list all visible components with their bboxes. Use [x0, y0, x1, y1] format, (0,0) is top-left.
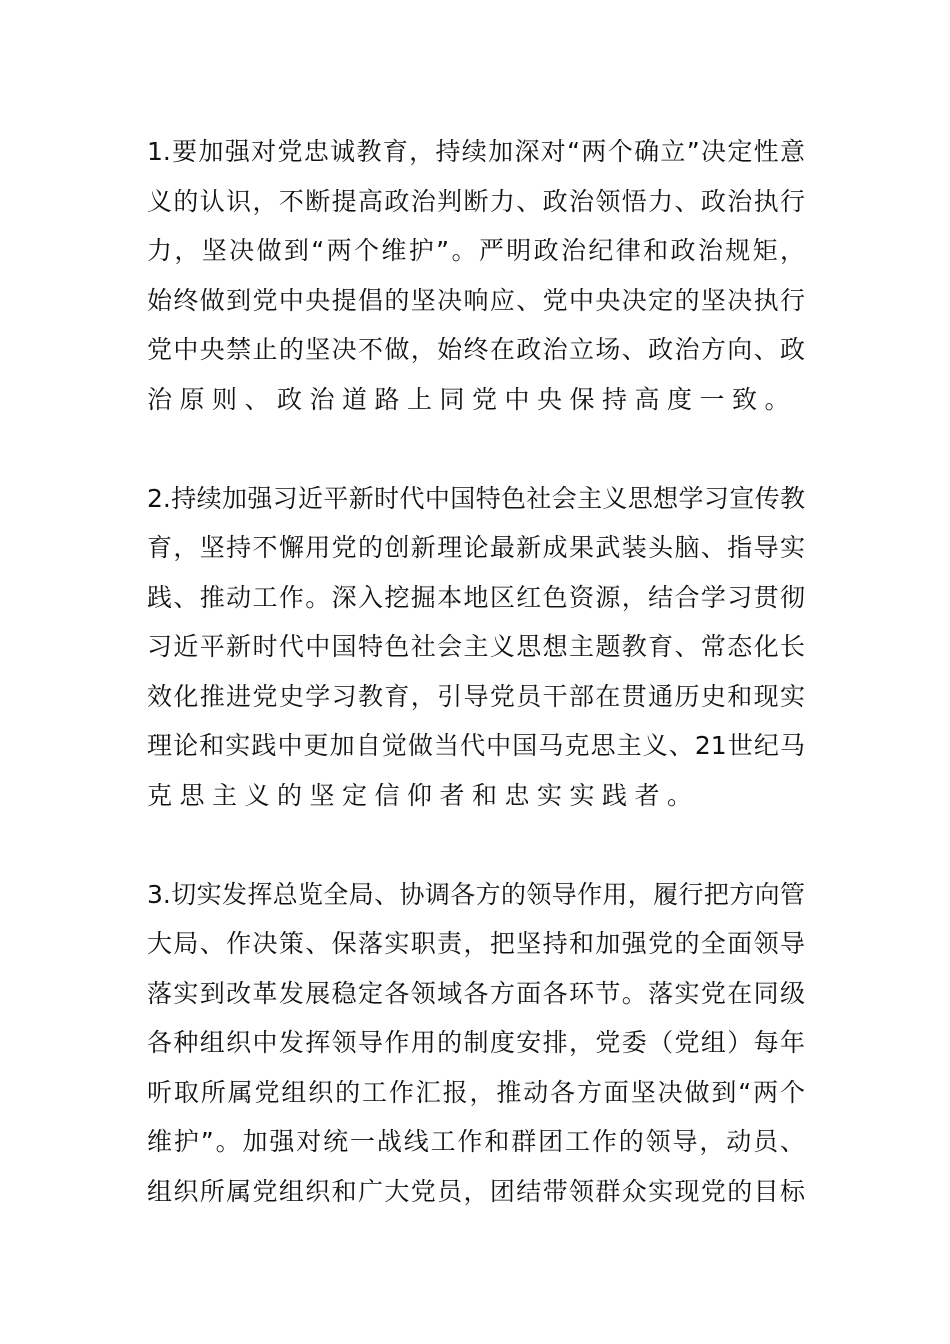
- text-line: 3.切实发挥总览全局、协调各方的领导作用，履行把方向管: [147, 879, 805, 909]
- paragraph-3: [147, 875, 805, 1222]
- text-line: 落实到改革发展稳定各领域各方面各环节。落实党在同级: [147, 978, 805, 1008]
- text-line: 习近平新时代中国特色社会主义思想主题教育、常态化长: [147, 632, 805, 661]
- text-line: 听取所属党组织的工作汇报，推动各方面坚决做到“两个: [147, 1077, 805, 1107]
- paragraph-2: [147, 479, 805, 826]
- text-line: 治原则、政治道路上同党中央保持高度一致。: [147, 384, 798, 414]
- document-page: [147, 132, 805, 1271]
- text-line: 维护”。加强对统一战线工作和群团工作的领导，动员、: [147, 1127, 805, 1156]
- text-line: 践、推动工作。深入挖掘本地区红色资源，结合学习贯彻: [147, 582, 805, 612]
- text-line: 2.持续加强习近平新时代中国特色社会主义思想学习宣传教: [147, 483, 805, 513]
- text-line: 始终做到党中央提倡的坚决响应、党中央决定的坚决执行: [147, 285, 805, 315]
- text-line: 1.要加强对党忠诚教育，持续加深对“两个确立”决定性意: [147, 137, 805, 166]
- text-line: 义的认识，不断提高政治判断力、政治领悟力、政治执行: [147, 186, 805, 216]
- text-line: 克思主义的坚定信仰者和忠实实践者。: [147, 780, 700, 810]
- text-line: 大局、作决策、保落实职责，把坚持和加强党的全面领导: [147, 929, 805, 958]
- text-line: 组织所属党组织和广大党员，团结带领群众实现党的目标: [147, 1176, 805, 1206]
- text-line: 力，坚决做到“两个维护”。严明政治纪律和政治规矩，: [147, 236, 805, 265]
- text-line: 理论和实践中更加自觉做当代中国马克思主义、21世纪马: [147, 731, 805, 760]
- text-line: 各种组织中发挥领导作用的制度安排，党委（党组）每年: [147, 1028, 805, 1057]
- paragraph-1: [147, 132, 805, 429]
- text-line: 效化推进党史学习教育，引导党员干部在贯通历史和现实: [147, 681, 805, 711]
- text-line: 党中央禁止的坚决不做，始终在政治立场、政治方向、政: [147, 335, 805, 364]
- text-line: 育，坚持不懈用党的创新理论最新成果武装头脑、指导实: [147, 533, 805, 562]
